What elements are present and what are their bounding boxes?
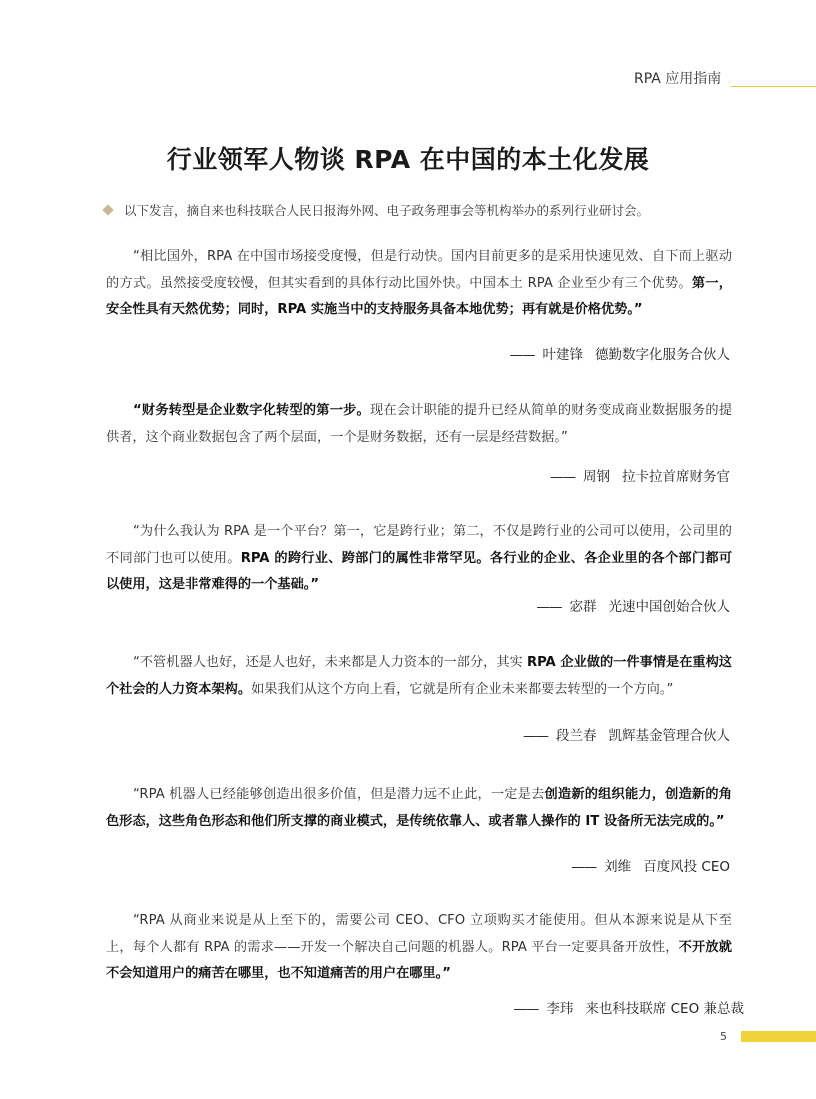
quote-6 <box>106 908 732 988</box>
quote-text: “RPA 从商业来说是从上至下的，需要公司 CEO、CFO 立项购买才能使用。但从本源来说是从下至上，每个人都有 RPA 的需求——开发一个解决自己问题的机器人。RPA 平台一定要具备开放性， <box>106 913 732 955</box>
speaker-name: 周钢 <box>583 469 610 485</box>
quote-emphasis: 第一，安全性具有天然优势；同时，RPA 实施当中的支持服务具备本地优势；再有就是价格优势。” <box>106 275 732 317</box>
speaker-role: 拉卡拉首席财务官 <box>622 469 730 485</box>
quote-emphasis: RPA 的跨行业、跨部门的属性非常罕见。各行业的企业、各企业里的各个部门都可以使用，这是非常难得的一个基础。” <box>106 550 733 592</box>
quote-emphasis: 不开放就不会知道用户的痛苦在哪里，也不知道痛苦的用户在哪里。” <box>106 939 732 981</box>
attribution-dash: —— <box>550 469 575 485</box>
attribution-dash: —— <box>536 599 562 615</box>
quote-text-tail: 现在会计职能的提升已经从简单的财务变成商业数据服务的提供者，这个商业数据包含了两个层面，一个是财务数据，还有一层是经营数据。” <box>106 403 732 445</box>
page-title: 行业领军人物谈 RPA 在中国的本土化发展 <box>166 145 650 174</box>
speaker-name: 刘维 <box>604 859 632 875</box>
attribution-dash: —— <box>509 347 535 363</box>
page-number: 5 <box>720 1030 727 1043</box>
quote-3 <box>106 519 732 599</box>
attribution-5 <box>571 855 730 875</box>
attribution-dash: —— <box>571 859 597 875</box>
quote-text: “为什么我认为 RPA 是一个平台？第一，它是跨行业；第二，不仅是跨行业的公司可以使用，公司里的不同部门也可以使用。 <box>106 524 732 566</box>
attribution-6 <box>513 997 744 1017</box>
speaker-name: 段兰春 <box>556 728 597 744</box>
quote-emphasis: “财务转型是企业数字化转型的第一步。 <box>133 403 370 418</box>
attribution-1 <box>510 343 731 363</box>
speaker-name: 李玮 <box>546 1001 574 1017</box>
quote-1 <box>106 244 732 324</box>
speaker-role: 德勤数字化服务合伙人 <box>595 347 730 363</box>
attribution-dash: —— <box>523 728 548 744</box>
attribution-3 <box>537 595 731 615</box>
intro-text: 以下发言，摘自来也科技联合人民日报海外网、电子政务理事会等机构举办的系列行业研讨会。 <box>124 203 650 218</box>
quote-emphasis: RPA 企业做的一件事情是在重构这个社会的人力资本架构。 <box>106 655 732 697</box>
quote-text: “不管机器人也好，还是人也好，未来都是人力资本的一部分，其实 <box>133 655 527 670</box>
speaker-role: 来也科技联席 CEO 兼总裁 <box>585 1001 744 1017</box>
attribution-dash: —— <box>513 1001 539 1017</box>
attribution-2 <box>550 465 730 485</box>
quote-2 <box>106 398 732 451</box>
speaker-role: 百度风投 CEO <box>643 859 730 875</box>
intro-note <box>104 201 724 219</box>
speaker-name: 叶建锋 <box>542 347 583 363</box>
running-header: RPA 应用指南 <box>634 71 722 87</box>
page-number-accent-bar <box>741 1031 816 1042</box>
quote-emphasis: 创造新的组织能力，创造新的角色形态，这些角色形态和他们所支撑的商业模式，是传统依靠人、或者靠人操作的 IT 设备所无法完成的。” <box>106 787 732 829</box>
quote-text-tail: 如果我们从这个方向上看，它就是所有企业未来都要去转型的一个方向。” <box>251 681 674 697</box>
speaker-role: 凯辉基金管理合伙人 <box>608 728 730 744</box>
header-rule <box>731 86 816 87</box>
quote-5 <box>106 782 732 835</box>
quote-text: “RPA 机器人已经能够创造出很多价值，但是潜力远不止此，一定是去 <box>133 787 545 802</box>
diamond-bullet-icon <box>102 204 113 215</box>
attribution-4 <box>523 724 730 744</box>
speaker-name: 宓群 <box>569 599 597 615</box>
quote-text: “相比国外，RPA 在中国市场接受度慢，但是行动快。国内目前更多的是采用快速见效、自下而上驱动的方式。虽然接受度较慢，但其实看到的具体行动比国外快。中国本土 RPA 企业至少有三个优势。 <box>106 249 732 291</box>
speaker-role: 光速中国创始合伙人 <box>608 599 730 615</box>
quote-4 <box>106 650 732 703</box>
